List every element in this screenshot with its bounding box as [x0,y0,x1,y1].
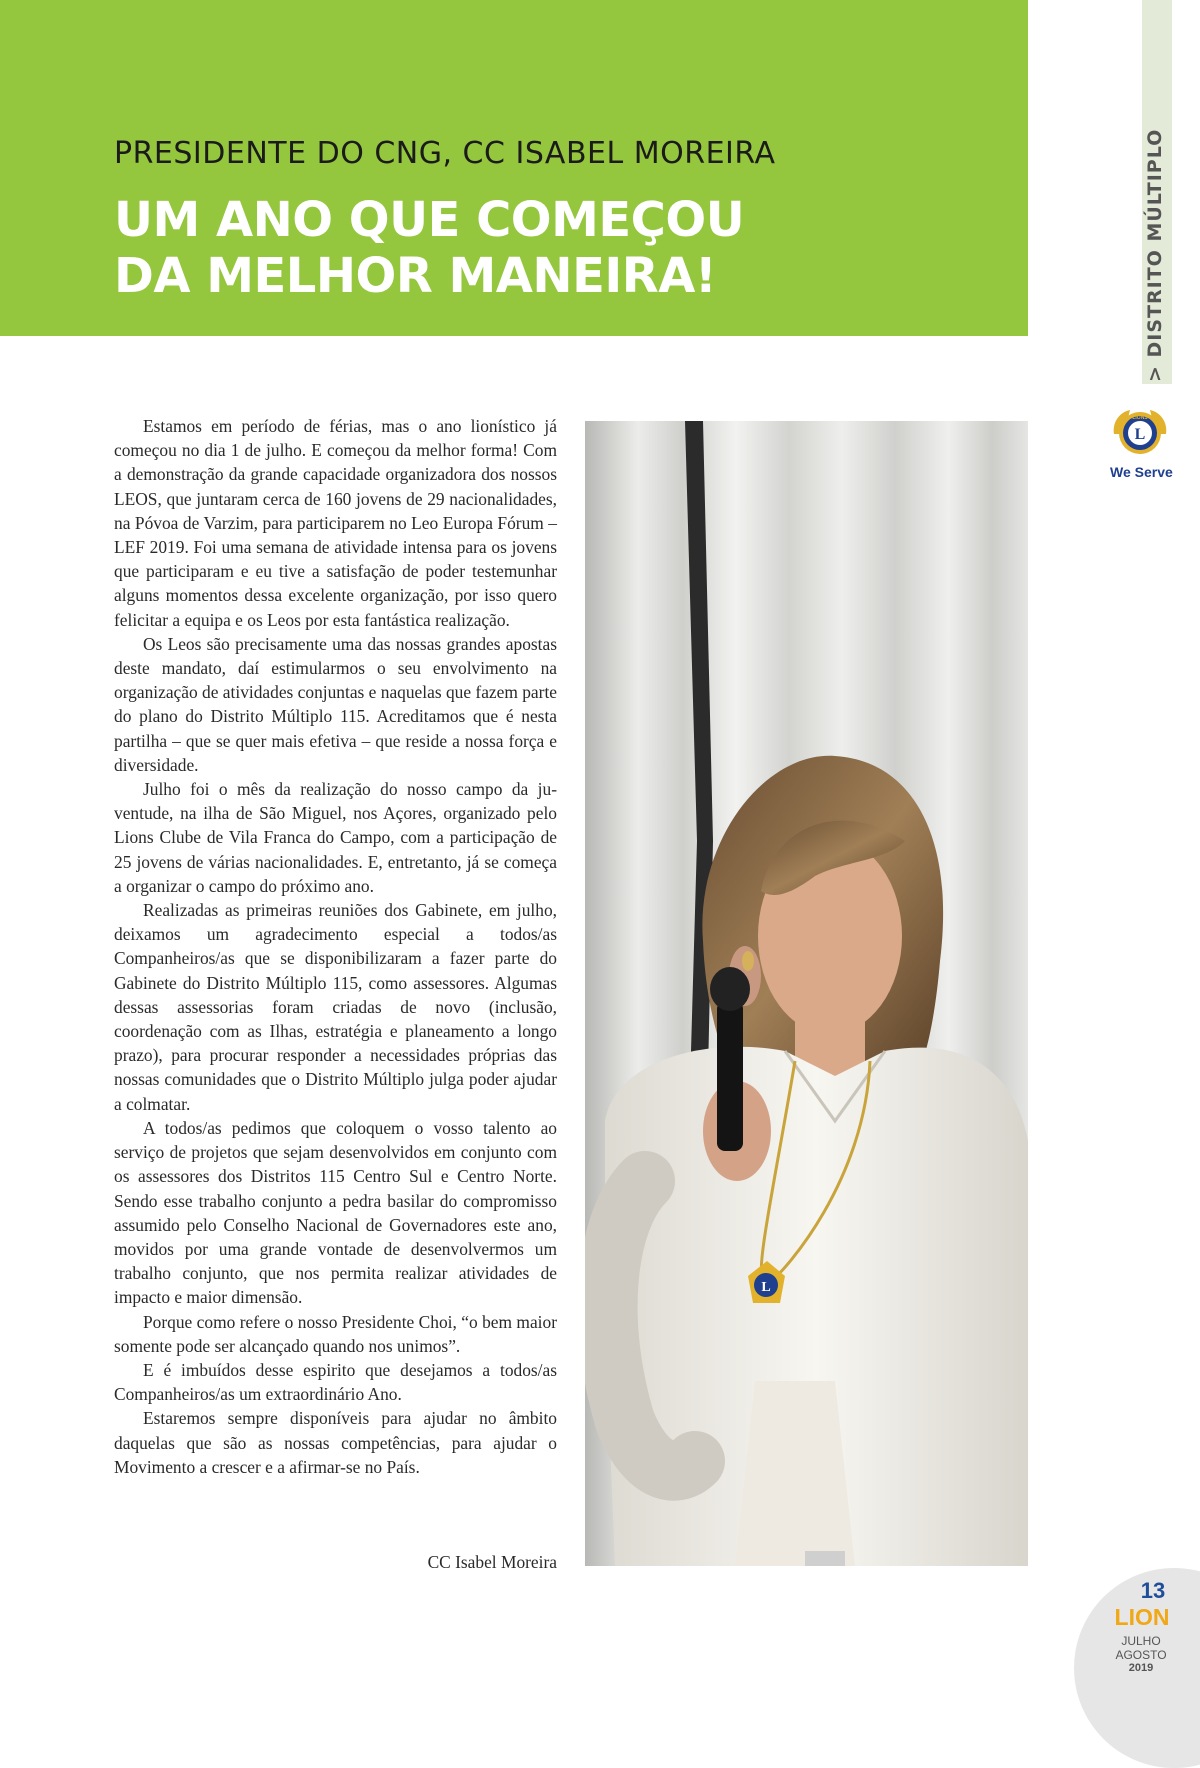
issue-month-1: JULHO [1121,1634,1161,1648]
page-number: 13 [1140,1578,1166,1603]
lions-motto: We Serve [1110,464,1173,480]
magazine-name: LION [1114,1604,1170,1630]
article-paragraph: Porque como refere o nosso Presidente Choi, “o bem maior somente pode ser alcançado quando nos unimos”. [114,1311,557,1356]
article-paragraph: Estamos em período de férias, mas o ano lionístico já começou no dia 1 de julho. E começou da melhor forma! Com a demonstração da grande capacidade organizadora dos nossos LEOS, que juntaram cerca de 160 jovens de 29 nacionalidades, na Póvoa de Varzim, para participarem no Leo Europa Fórum – LEF 2019. Foi uma semana de atividade intensa para os jovens que participaram e eu tive a satisfação de poder testemunhar alguns momentos dessa excelente organização, por isso quero felicitar a equipa e os Leos por esta fantástica realização. [114,416,557,630]
article-paragraph: Estaremos sempre disponíveis para ajudar no âmbito daquelas que são as nossas competências, para ajudar o Movimento a crescer e a afirmar-se no País. [114,1408,557,1477]
article-kicker: PRESIDENTE DO CNG, CC ISABEL MOREIRA [114,136,776,171]
article-headline [114,192,994,304]
medallion-letter: L [761,1280,771,1295]
issue-month-2: AGOSTO [1115,1648,1167,1662]
article-paragraph: Julho foi o mês da realização do nosso campo da juventude, na ilha de São Miguel, nos Açores, organizado pelo Lions Clube de Vila Franca do Campo, com a participação de 25 jovens de várias nacionalidades. E, entretanto, já se começa a organizar o campo do próximo ano. [114,779,557,896]
article-paragraph: Os Leos são precisamente uma das nossas grandes apostas deste mandato, daí estimularmos o seu envolvimento na organização de atividades conjuntas e naquelas que fazem parte do plano do Distrito Múltiplo 115. Acreditamos que é nesta partilha – que se quer mais efetiva – que reside a nossa força e diversidade. [114,633,557,775]
logo-letter: L [1134,426,1146,443]
lions-clubs-logo-icon [1110,404,1170,462]
section-label: > DISTRITO MÚLTIPLO [1144,128,1166,382]
article-signature: CC Isabel Moreira [427,1552,557,1572]
article-body [114,414,557,1479]
issue-year: 2019 [1128,1662,1154,1674]
portrait-photo [585,421,1028,1566]
logo-wordmark: LIONS [1132,415,1148,421]
headline-line-1: UM ANO QUE COMEÇOU [114,192,745,248]
article-paragraph: A todos/as pedimos que coloquem o vosso talento ao serviço de projetos que sejam desenvolvidos em conjunto com os assessores dos Distritos 115 Centro Sul e Centro Norte. Sendo esse trabalho conjunto a pedra basilar do compromisso assumido pelo Conselho Nacional de Governadores este ano, movidos por uma grande vontade de desenvolvermos um trabalho conjunto, que nos permita realizar atividades de impacto e maior dimensão. [114,1117,557,1308]
article-paragraph: Realizadas as primeiras reuniões dos Gabinete, em julho, deixamos um agradecimento especial a todos/as Companheiros/as que se disponibilizaram a fazer parte do Gabinete do Distrito Múltiplo 115, como assessores. Algumas dessas assessorias foram criadas de novo (inclusão, coordenação com as Ilhas, estratégia e planeamento a longo prazo), para procurar responder a necessidades próprias das nossas comunidades que o Distrito Múltiplo julga poder ajudar a colmatar. [114,900,557,1114]
headline-line-2: DA MELHOR MANEIRA! [114,248,717,304]
article-paragraph: E é imbuídos desse espirito que desejamos a todos/as Companheiros/as um extraordinário Ano. [114,1359,557,1405]
